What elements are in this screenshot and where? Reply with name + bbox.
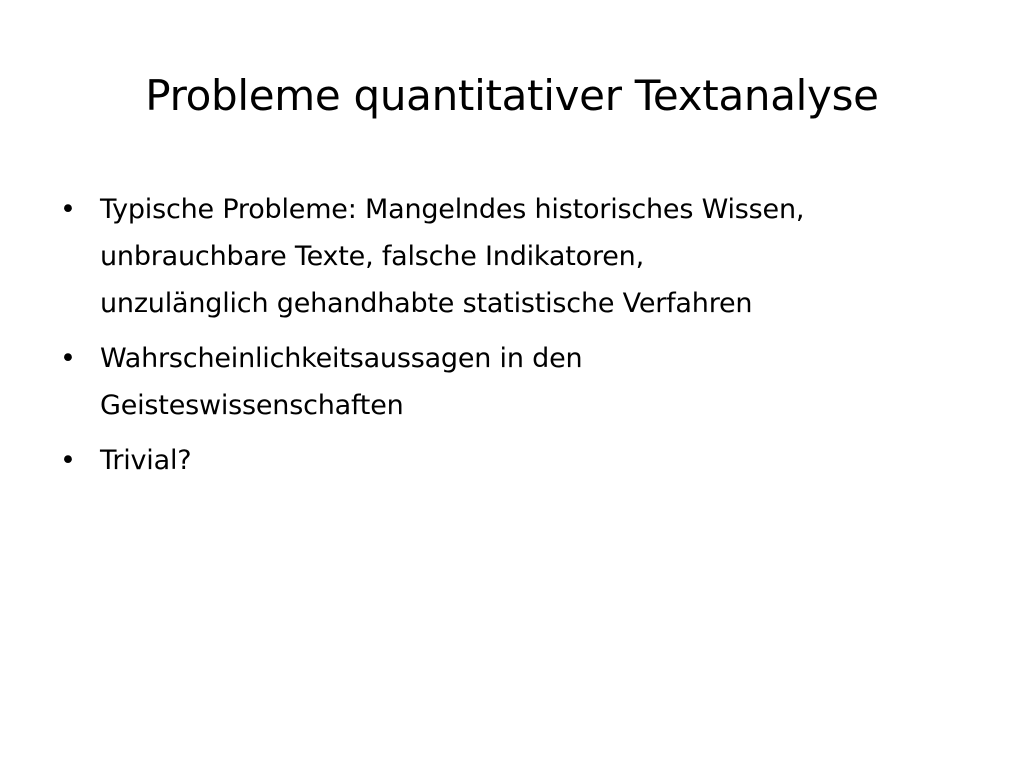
bullet-text bbox=[100, 437, 970, 484]
bullet-text-line: Trivial? bbox=[100, 445, 192, 476]
bullet-icon: • bbox=[60, 445, 76, 476]
bullet-item-historical-knowledge bbox=[60, 186, 970, 327]
bullet-item-trivial bbox=[60, 437, 970, 484]
bullet-text-line: Wahrscheinlichkeitsaussagen in den bbox=[100, 343, 583, 374]
bullet-text-line: unzulänglich gehandhabte statistische Verfahren bbox=[100, 288, 753, 319]
bullet-item-probability-statements bbox=[60, 335, 970, 429]
bullet-list bbox=[60, 186, 970, 492]
bullet-icon: • bbox=[60, 194, 76, 225]
slide-title: Probleme quantitativer Textanalyse bbox=[145, 71, 879, 120]
bullet-text bbox=[100, 335, 970, 429]
bullet-text-line: Geisteswissenschaften bbox=[100, 390, 404, 421]
bullet-text-line: Typische Probleme: Mangelndes historisches Wissen, bbox=[100, 194, 805, 225]
bullet-text-line: unbrauchbare Texte, falsche Indikatoren, bbox=[100, 241, 644, 272]
bullet-text bbox=[100, 186, 970, 327]
bullet-icon: • bbox=[60, 343, 76, 374]
